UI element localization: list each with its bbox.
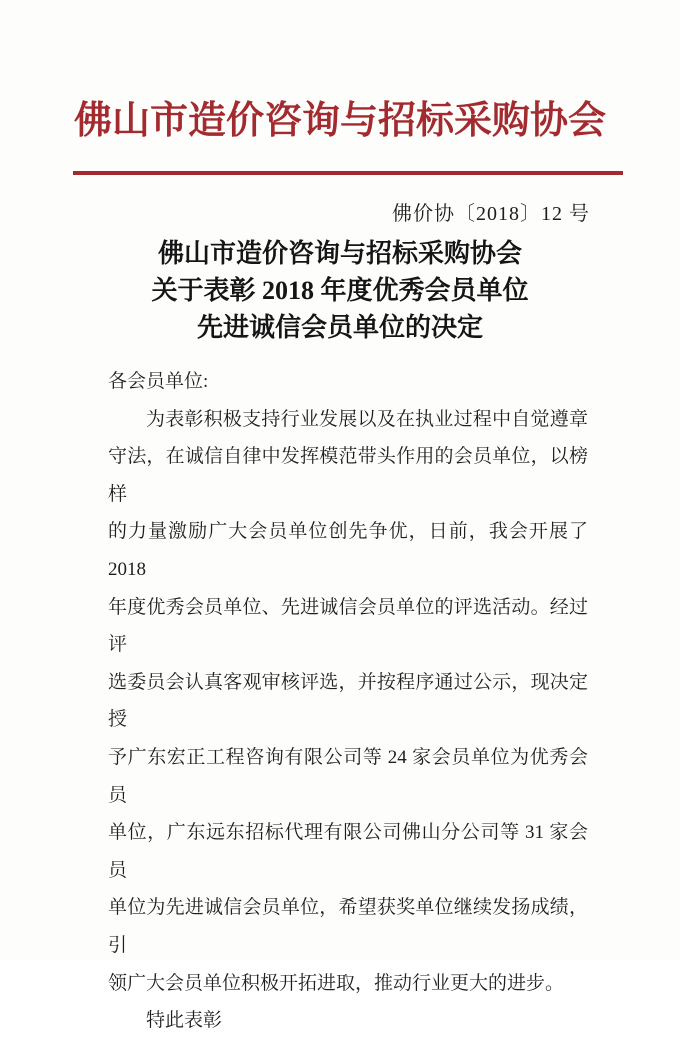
body-line: 的力量激励广大会员单位创先争优，日前，我会开展了 2018 xyxy=(108,521,588,580)
body-line: 为表彰积极支持行业发展以及在执业过程中自觉遵章 xyxy=(146,408,588,430)
org-masthead-title: 佛山市造价咨询与招标采购协会 xyxy=(73,100,606,142)
body-line: 守法，在诚信自律中发挥模范带头作用的会员单位，以榜样 xyxy=(108,446,588,505)
document-title-line-2: 关于表彰 2018 年度优秀会员单位 xyxy=(151,276,529,305)
body-line: 年度优秀会员单位、先进诚信会员单位的评选活动。经过评 xyxy=(108,596,588,656)
body-line: 领广大会员单位积极开拓进取，推动行业更大的进步。 xyxy=(108,972,565,994)
red-divider-line xyxy=(73,171,623,175)
document-body xyxy=(108,363,588,1040)
salutation: 各会员单位: xyxy=(108,371,209,392)
body-line: 单位为先进诚信会员单位，希望获奖单位继续发扬成绩，引 xyxy=(108,897,588,956)
document-title-line-3: 先进诚信会员单位的决定 xyxy=(196,313,483,342)
closing-phrase: 特此表彰 xyxy=(146,1010,223,1032)
document-reference-number: 佛价协〔2018〕12 号 xyxy=(392,203,590,225)
body-line: 选委员会认真客观审核评选，并按程序通过公示，现决定授 xyxy=(108,671,588,731)
body-line: 单位，广东远东招标代理有限公司佛山分公司等 31 家会员 xyxy=(108,822,588,881)
document-title-line-1: 佛山市造价咨询与招标采购协会 xyxy=(157,239,522,268)
body-line: 予广东宏正工程咨询有限公司等 24 家会员单位为优秀会员 xyxy=(108,746,588,806)
document-title xyxy=(8,235,672,346)
